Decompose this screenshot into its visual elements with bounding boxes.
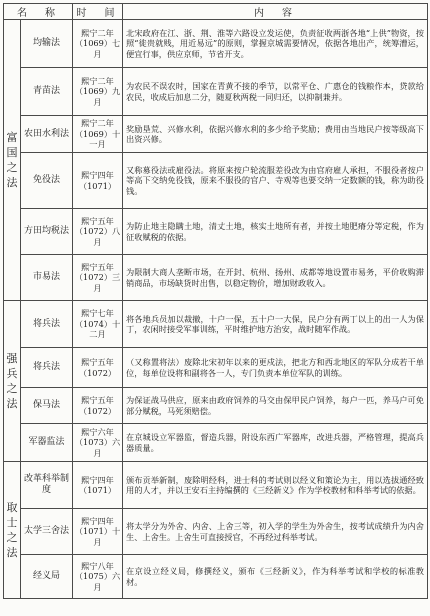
table-row <box>4 348 428 388</box>
table-row <box>4 301 428 348</box>
reform-content: 在京设立经义局，修撰经义，颁布《三经新义》，作为科举考试和学校的标准教材。 <box>123 555 428 599</box>
table-row <box>4 509 428 555</box>
table-row <box>4 424 428 462</box>
reform-name: 方田均税法 <box>21 209 73 255</box>
reform-time: 熙宁五年（1072） <box>73 348 123 388</box>
reform-name: 军器监法 <box>21 424 73 462</box>
reform-name: 经义局 <box>21 555 73 599</box>
reform-time: 熙宁六年（1073）六月 <box>73 424 123 462</box>
reform-name: 保马法 <box>21 388 73 424</box>
category-label: 取士之法 <box>6 501 18 559</box>
table-row <box>4 68 428 116</box>
reform-time: 熙宁二年（1069）九月 <box>73 68 123 116</box>
reform-time: 熙宁五年（1072） <box>73 388 123 424</box>
reform-content: 北宋政府在江、浙、荆、淮等六路设立发运使，负责征收两浙各地“上供”物资，按照“徙贵就贱，用近易远”的原则，掌握京城需要情况，依据各地出产，统筹漕运，便宜行事，供应京师，节省开支。 <box>123 20 428 68</box>
reform-content: 为保证战马供应，原来由政府饲养的马交由保甲民户饲养，每户一匹，养马户可免部分赋税，马死须赔偿。 <box>123 388 428 424</box>
reform-content: （又称置将法）废除北宋初年以来的更戍法，把北方和西北地区的军队分成若干单位，每单位设将和副将各一人，专门负责本单位军队的训练。 <box>123 348 428 388</box>
reform-content: 颁布贡举新制，废除明经科，进士科的考试则以经义和策论为主，用以选拔通经致用的人才，并以王安石主持编撰的《三经新义》作为学校教材和科举考试的依据。 <box>123 462 428 509</box>
header-name: 名 称 <box>4 4 73 20</box>
reform-time: 熙宁二年（1069）七月 <box>73 20 123 68</box>
table-row <box>4 153 428 209</box>
table-row <box>4 255 428 301</box>
reform-time: 熙宁四年（1071） <box>73 462 123 509</box>
reform-content: 将太学分为外舍、内舍、上舍三等，初入学的学生为外舍生，按考试成绩升为内舍生、上舍生。上舍生可直接授官，不再经过科举考试。 <box>123 509 428 555</box>
reform-name: 农田水利法 <box>21 116 73 153</box>
reform-name: 均输法 <box>21 20 73 68</box>
reform-content: 将各地兵员加以裁撤，十户一保，五十户一大保，民户分有两丁以上的出一人为保丁，农闲时接受军事训练，平时维护地方治安，战时随军作战。 <box>123 301 428 348</box>
category-label: 强兵之法 <box>6 352 18 410</box>
reform-name: 市易法 <box>21 255 73 301</box>
header-time: 时 间 <box>73 4 123 20</box>
table-row <box>4 20 428 68</box>
table-row <box>4 209 428 255</box>
header-row <box>4 4 428 20</box>
table-row <box>4 388 428 424</box>
table-row <box>4 555 428 599</box>
reform-time: 熙宁八年（1075）六月 <box>73 555 123 599</box>
header-content: 内 容 <box>123 4 428 20</box>
category-cell <box>4 462 21 599</box>
reform-time: 熙宁五年（1072）三月 <box>73 255 123 301</box>
reform-time: 熙宁七年（1074）十二月 <box>73 301 123 348</box>
reform-content: 为限制大商人垄断市场，在开封、杭州、扬州、成都等地设置市易务，平价收购滞销商品，市场缺货时出售，以稳定物价，增加财政收入。 <box>123 255 428 301</box>
table-row <box>4 462 428 509</box>
reform-time: 熙宁四年（1071） <box>73 153 123 209</box>
category-label: 富国之法 <box>6 131 18 189</box>
table-row <box>4 116 428 153</box>
reform-content: 又称募役法或雇役法。将原来按户轮流服差役改为由官府雇人承担，不服役者按户等高下交纳免役钱，原来不服役的官户、寺观等也要交纳一定数额的钱，称为助役钱。 <box>123 153 428 209</box>
reform-content: 在京城设立军器监，督造兵器，附设东西广军器库，改进兵器，严格管理，提高兵器质量。 <box>123 424 428 462</box>
category-cell <box>4 301 21 462</box>
reform-content: 为防止地主隐瞒土地，清丈土地，核实土地所有者，并按土地肥瘠分等定税，作为征收赋税的依据。 <box>123 209 428 255</box>
reform-content: 为农民不误农时，国家在青黄不接的季节，以常平仓、广惠仓的钱粮作本，贷款给农民，收成后加息二分，随夏秋两税一同归还，以抑制兼并。 <box>123 68 428 116</box>
reform-name: 将兵法 <box>21 301 73 348</box>
reform-time: 熙宁四年（1071）十月 <box>73 509 123 555</box>
reform-name: 太学三舍法 <box>21 509 73 555</box>
reform-name: 将兵法 <box>21 348 73 388</box>
reform-time: 熙宁五年（1072）八月 <box>73 209 123 255</box>
reform-name: 改革科举制度 <box>21 462 73 509</box>
reform-name: 免役法 <box>21 153 73 209</box>
reform-table <box>3 3 428 599</box>
reform-content: 奖励垦荒、兴修水利，依据兴修水利的多少给予奖励；费用由当地民户按等级高下出资兴修。 <box>123 116 428 153</box>
reform-name: 青苗法 <box>21 68 73 116</box>
category-cell <box>4 20 21 301</box>
reform-time: 熙宁二年（1069）十一月 <box>73 116 123 153</box>
